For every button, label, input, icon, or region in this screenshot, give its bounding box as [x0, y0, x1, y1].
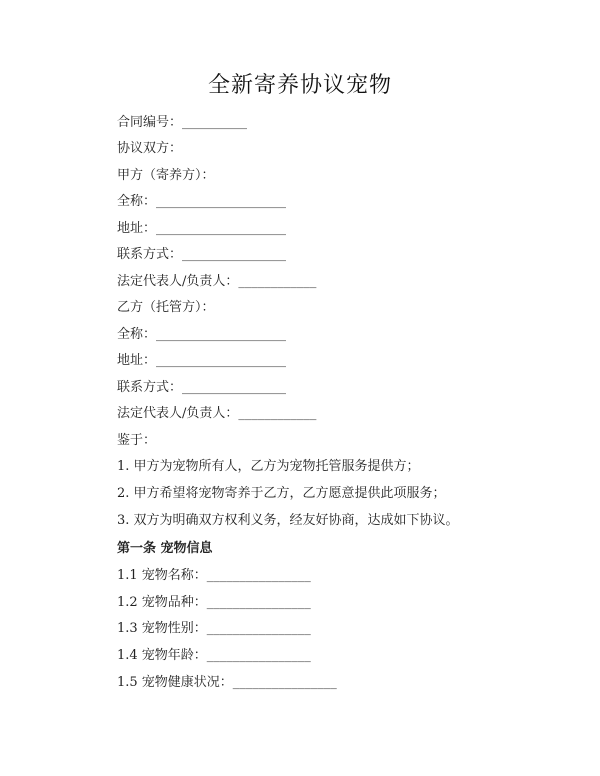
pet-name-line: 1.1 宠物名称：________________ — [117, 568, 311, 583]
document-title: 全新寄养协议宠物 — [207, 73, 392, 98]
article-1-heading: 第一条 宠物信息 — [117, 541, 213, 556]
party-a-representative-line: 法定代表人/负责人：____________ — [117, 274, 317, 289]
party-a-address-line: 地址：____________________ — [117, 221, 287, 236]
party-b-contact-line: 联系方式：________________ — [117, 380, 287, 395]
party-b-representative-line: 法定代表人/负责人：____________ — [117, 406, 317, 421]
whereas-item-1: 1. 甲方为宠物所有人，乙方为宠物托管服务提供方； — [117, 459, 420, 474]
parties-heading: 协议双方： — [117, 141, 183, 156]
whereas-item-3: 3. 双方为明确双方权利义务，经友好协商，达成如下协议。 — [117, 513, 459, 528]
pet-age-line: 1.4 宠物年龄：________________ — [117, 648, 311, 663]
party-a-contact-line: 联系方式：________________ — [117, 247, 287, 262]
party-a-heading: 甲方（寄养方）： — [117, 168, 215, 183]
pet-health-line: 1.5 宠物健康状况：________________ — [117, 675, 337, 690]
whereas-heading: 鉴于： — [117, 433, 157, 448]
party-b-heading: 乙方（托管方）： — [117, 300, 215, 315]
pet-breed-line: 1.2 宠物品种：________________ — [117, 595, 311, 610]
pet-sex-line: 1.3 宠物性别：________________ — [117, 621, 311, 636]
party-b-address-line: 地址：____________________ — [117, 353, 287, 368]
party-a-name-line: 全称：____________________ — [117, 194, 287, 209]
whereas-item-2: 2. 甲方希望将宠物寄养于乙方，乙方愿意提供此项服务； — [117, 486, 446, 501]
party-b-name-line: 全称：____________________ — [117, 327, 287, 342]
contract-number-line: 合同编号：__________ — [117, 115, 248, 130]
